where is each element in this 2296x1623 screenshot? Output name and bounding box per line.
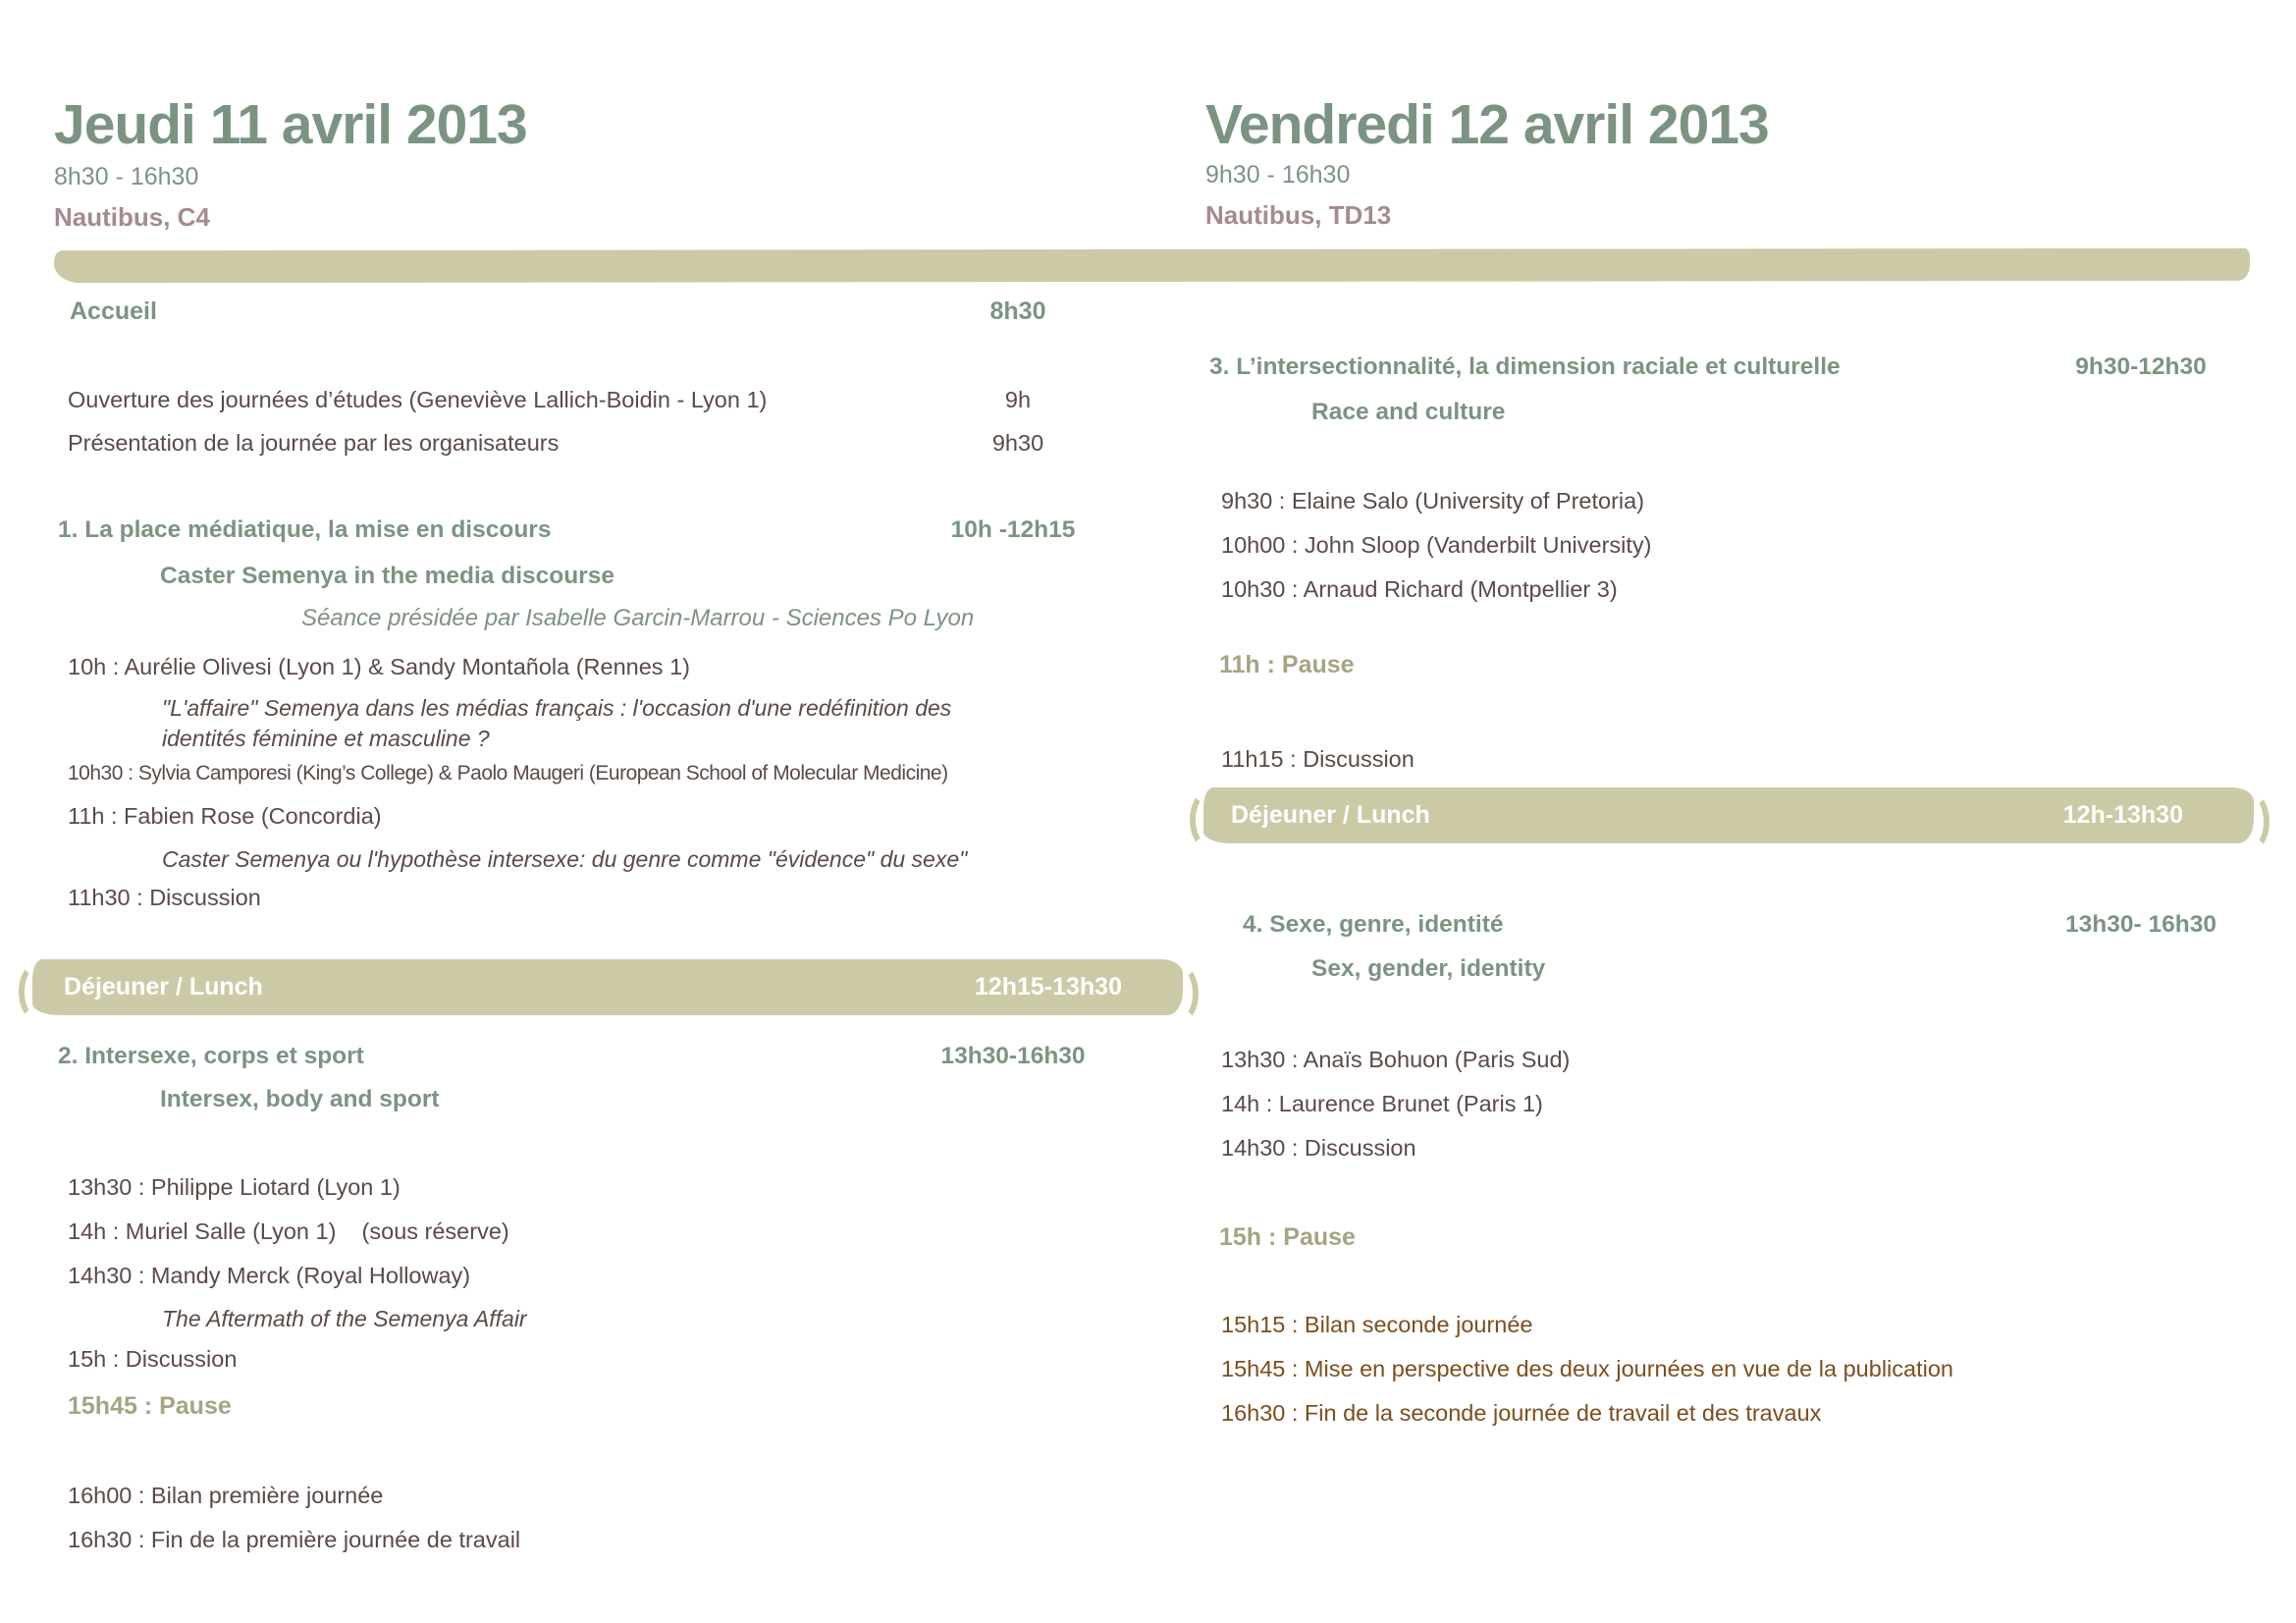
- closing-text: 15h45 : Mise en perspective des deux journées en vue de la publication: [1221, 1356, 1953, 1381]
- closing-text: 16h30 : Fin de la première journée de travail: [68, 1527, 521, 1552]
- speaker-row: [54, 762, 1096, 785]
- lunch-label: Déjeuner / Lunch: [1231, 801, 1430, 829]
- speaker-row: [1205, 532, 2254, 559]
- schedule-row-time: 9h: [1004, 387, 1032, 412]
- pause-label: 15h : Pause: [1219, 1223, 1356, 1251]
- discussion-text: 11h15 : Discussion: [1221, 746, 1415, 772]
- speaker-row: [1205, 488, 2254, 514]
- closing-text: 16h30 : Fin de la seconde journée de travail et des travaux: [1221, 1400, 1822, 1426]
- day-column-friday: [1205, 0, 2254, 1623]
- speaker-row: [54, 1174, 1096, 1201]
- lunch-time: 12h-13h30: [2062, 801, 2183, 829]
- talk-title-line: "L'affaire" Semenya dans les médias français : l'occasion d'une redéfinition des: [162, 695, 952, 721]
- speaker-row: [54, 803, 1096, 830]
- day-column-thursday: [54, 0, 1122, 1623]
- session-time: 9h30-12h30: [2075, 353, 2207, 380]
- speaker-text: 10h00 : John Sloop (Vanderbilt University): [1221, 532, 1652, 558]
- discussion-row: [54, 885, 1096, 911]
- closing-row: [1205, 1312, 2254, 1338]
- session-title: 1. La place médiatique, la mise en discours: [58, 516, 552, 543]
- speaker-text: 13h30 : Anaïs Bohuon (Paris Sud): [1221, 1047, 1571, 1072]
- schedule-row-text: Présentation de la journée par les organisateurs: [68, 430, 560, 456]
- closing-row: [54, 1527, 1096, 1553]
- speaker-text: 10h : Aurélie Olivesi (Lyon 1) & Sandy Montañola (Rennes 1): [68, 654, 690, 679]
- speaker-row: [1205, 1047, 2254, 1073]
- speaker-text: 11h : Fabien Rose (Concordia): [68, 803, 382, 829]
- day-location: Nautibus, TD13: [1205, 200, 1392, 230]
- session-heading: [54, 516, 1096, 544]
- lunch-time: 12h15-13h30: [974, 973, 1122, 1001]
- pause-label: 15h45 : Pause: [68, 1392, 232, 1420]
- speaker-row: [54, 1263, 1096, 1289]
- session-time: 13h30- 16h30: [2065, 911, 2216, 938]
- lunch-bar: [32, 959, 1183, 1015]
- session-subtitle-en: Race and culture: [1311, 399, 1506, 425]
- day-hours: 8h30 - 16h30: [54, 163, 199, 190]
- session-time: 13h30-16h30: [940, 1043, 1086, 1069]
- schedule-row: [54, 430, 1096, 457]
- speaker-text: 14h : Muriel Salle (Lyon 1) (sous réserve): [68, 1218, 509, 1244]
- session-title: 3. L’intersectionnalité, la dimension raciale et culturelle: [1209, 353, 1841, 380]
- session-chair: Séance présidée par Isabelle Garcin-Marrou - Sciences Po Lyon: [301, 605, 975, 631]
- welcome-label: Accueil: [70, 298, 157, 325]
- day-hours: 9h30 - 16h30: [1205, 161, 1351, 189]
- closing-text: 16h00 : Bilan première journée: [68, 1483, 384, 1508]
- talk-title-line: identités féminine et masculine ?: [162, 726, 490, 751]
- session-heading: [1205, 353, 2254, 381]
- discussion-row: [54, 1346, 1096, 1373]
- day-title: Jeudi 11 avril 2013: [54, 93, 527, 156]
- welcome-row: [54, 298, 1096, 326]
- speaker-text: 9h30 : Elaine Salo (University of Pretoria): [1221, 488, 1645, 514]
- speaker-text: 13h30 : Philippe Liotard (Lyon 1): [68, 1174, 400, 1200]
- discussion-text: 14h30 : Discussion: [1221, 1135, 1416, 1161]
- discussion-row: [1205, 1135, 2254, 1162]
- talk-title: Caster Semenya ou l'hypothèse intersexe: du genre comme "évidence" du sexe": [162, 846, 968, 872]
- talk-title: [54, 693, 1096, 754]
- session-subtitle-en: Caster Semenya in the media discourse: [160, 563, 614, 589]
- discussion-text: 11h30 : Discussion: [68, 885, 261, 910]
- session-subtitle-en: Intersex, body and sport: [160, 1086, 440, 1112]
- day-location: Nautibus, C4: [54, 202, 210, 232]
- session-heading: [54, 1043, 1096, 1070]
- lunch-bar: [1203, 787, 2254, 843]
- speaker-row: [54, 654, 1096, 680]
- welcome-time: 8h30: [989, 298, 1046, 325]
- discussion-text: 15h : Discussion: [68, 1346, 238, 1372]
- speaker-text: 10h30 : Arnaud Richard (Montpellier 3): [1221, 576, 1618, 602]
- session-title: 4. Sexe, genre, identité: [1243, 911, 1504, 938]
- pause-label: 11h : Pause: [1219, 651, 1355, 678]
- schedule-row: [54, 387, 1096, 413]
- session-heading: [1205, 911, 2254, 939]
- speaker-row: [1205, 1091, 2254, 1117]
- closing-row: [1205, 1400, 2254, 1427]
- discussion-row: [1205, 746, 2254, 773]
- lunch-label: Déjeuner / Lunch: [64, 973, 263, 1001]
- speaker-row: [1205, 576, 2254, 603]
- speaker-text: 14h : Laurence Brunet (Paris 1): [1221, 1091, 1543, 1116]
- talk-title: The Aftermath of the Semenya Affair: [162, 1306, 527, 1331]
- speaker-text: 10h30 : Sylvia Camporesi (King’s College) & Paolo Maugeri (European School of Molecular Medicine): [68, 762, 948, 784]
- schedule-row-time: 9h30: [991, 430, 1044, 456]
- day-title: Vendredi 12 avril 2013: [1205, 93, 1769, 156]
- schedule-row-text: Ouverture des journées d’études (Geneviève Lallich-Boidin - Lyon 1): [68, 387, 768, 412]
- closing-row: [54, 1483, 1096, 1509]
- session-title: 2. Intersexe, corps et sport: [58, 1043, 364, 1069]
- session-subtitle-en: Sex, gender, identity: [1311, 955, 1546, 982]
- speaker-row: [54, 1218, 1096, 1245]
- closing-text: 15h15 : Bilan seconde journée: [1221, 1312, 1533, 1337]
- speaker-text: 14h30 : Mandy Merck (Royal Holloway): [68, 1263, 471, 1288]
- session-time: 10h -12h15: [950, 516, 1076, 543]
- closing-row: [1205, 1356, 2254, 1382]
